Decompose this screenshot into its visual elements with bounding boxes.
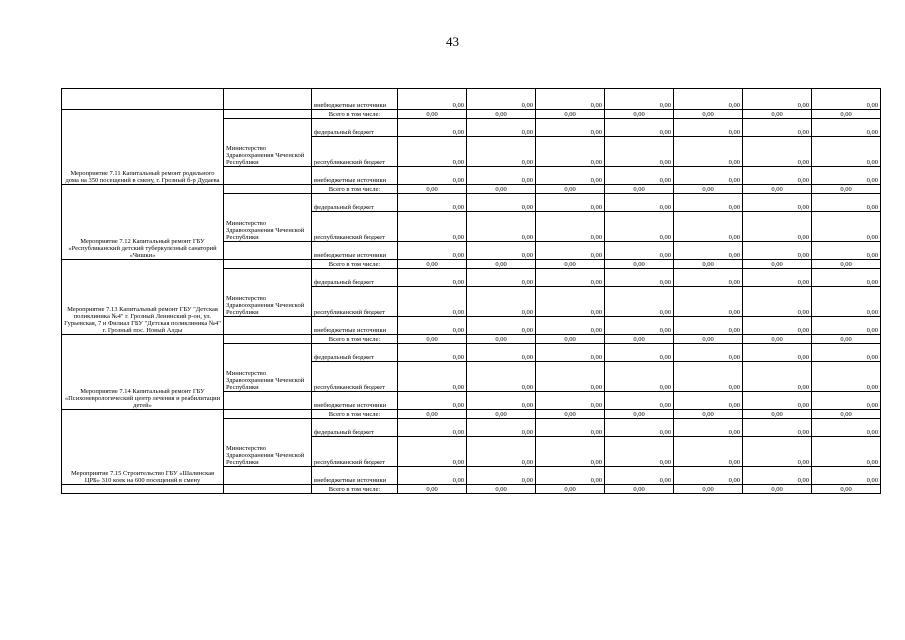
value-cell-year-4: 0,00 [605, 344, 674, 362]
funding-source-cell: республиканский бюджет [312, 362, 398, 392]
value-cell-year-6: 0,00 [743, 344, 812, 362]
page-number: 43 [446, 34, 459, 49]
value-cell-year-3: 0,00 [536, 137, 605, 167]
table-row [62, 410, 881, 419]
value-cell-year-4: 0,00 [605, 287, 674, 317]
value-cell-year-4: 0,00 [605, 167, 674, 185]
funding-source-cell: Всего в том числе: [312, 185, 398, 194]
funding-source-cell: республиканский бюджет [312, 287, 398, 317]
value-cell-year-6: 0,00 [743, 137, 812, 167]
value-cell-year-3: 0,00 [536, 335, 605, 344]
value-cell-year-5: 0,00 [674, 269, 743, 287]
value-cell-year-1: 0,00 [398, 392, 467, 410]
activity-cell: Мероприятие 7.13 Капитальный ремонт ГБУ "Детская поликлиника №4" г. Грозный Ленинский р-он, ул. Гурьевская, 7 и Филиал ГБУ "Детская поликлиника №4" г. Грозный пос. Новый Алды [62, 260, 224, 335]
value-cell-year-3: 0,00 [536, 194, 605, 212]
value-cell-year-5: 0,00 [674, 317, 743, 335]
value-cell-year-6: 0,00 [743, 119, 812, 137]
value-cell-year-6: 0,00 [743, 110, 812, 119]
value-cell-year-2: 0,00 [467, 437, 536, 467]
funding-source-cell: Всего в том числе: [312, 410, 398, 419]
funding-source-cell: внебюджетные источники [312, 467, 398, 485]
value-cell-year-1: 0,00 [398, 419, 467, 437]
value-cell-year-3: 0,00 [536, 260, 605, 269]
value-cell-year-5: 0,00 [674, 242, 743, 260]
value-cell-year-7: 0,00 [812, 242, 881, 260]
executor-cell: Министерство Здравоохранения Чеченской Республики [224, 344, 312, 392]
value-cell-year-6: 0,00 [743, 242, 812, 260]
value-cell-year-5: 0,00 [674, 344, 743, 362]
value-cell-year-3: 0,00 [536, 317, 605, 335]
value-cell-year-5: 0,00 [674, 119, 743, 137]
value-cell-year-4: 0,00 [605, 335, 674, 344]
value-cell-year-5: 0,00 [674, 392, 743, 410]
value-cell-year-7: 0,00 [812, 185, 881, 194]
activity-cell: Мероприятие 7.14 Капитальный ремонт ГБУ «Психоневрологический центр лечения и реабилитации детей» [62, 335, 224, 410]
budget-table [61, 88, 881, 494]
value-cell-year-7: 0,00 [812, 194, 881, 212]
value-cell-year-5: 0,00 [674, 89, 743, 110]
funding-source-cell: внебюджетные источники [312, 89, 398, 110]
value-cell-year-6: 0,00 [743, 362, 812, 392]
value-cell-year-5: 0,00 [674, 212, 743, 242]
executor-cell [224, 410, 312, 419]
value-cell-year-1: 0,00 [398, 167, 467, 185]
value-cell-year-7: 0,00 [812, 410, 881, 419]
value-cell-year-7: 0,00 [812, 392, 881, 410]
value-cell-year-1: 0,00 [398, 485, 467, 494]
value-cell-year-7: 0,00 [812, 269, 881, 287]
value-cell-year-4: 0,00 [605, 260, 674, 269]
value-cell-year-4: 0,00 [605, 437, 674, 467]
value-cell-year-1: 0,00 [398, 185, 467, 194]
table-row [62, 335, 881, 344]
value-cell-year-1: 0,00 [398, 110, 467, 119]
value-cell-year-4: 0,00 [605, 242, 674, 260]
value-cell-year-1: 0,00 [398, 137, 467, 167]
value-cell-year-6: 0,00 [743, 89, 812, 110]
value-cell-year-3: 0,00 [536, 362, 605, 392]
value-cell-year-3: 0,00 [536, 269, 605, 287]
value-cell-year-7: 0,00 [812, 485, 881, 494]
value-cell-year-1: 0,00 [398, 287, 467, 317]
value-cell-year-2: 0,00 [467, 119, 536, 137]
value-cell-year-4: 0,00 [605, 119, 674, 137]
value-cell-year-6: 0,00 [743, 392, 812, 410]
value-cell-year-6: 0,00 [743, 485, 812, 494]
value-cell-year-6: 0,00 [743, 467, 812, 485]
table-row [62, 260, 881, 269]
funding-source-cell: республиканский бюджет [312, 212, 398, 242]
value-cell-year-6: 0,00 [743, 410, 812, 419]
value-cell-year-3: 0,00 [536, 185, 605, 194]
value-cell-year-6: 0,00 [743, 437, 812, 467]
value-cell-year-2: 0,00 [467, 485, 536, 494]
executor-cell [224, 260, 312, 269]
funding-source-cell: Всего в том числе: [312, 485, 398, 494]
value-cell-year-1: 0,00 [398, 437, 467, 467]
value-cell-year-4: 0,00 [605, 467, 674, 485]
value-cell-year-5: 0,00 [674, 260, 743, 269]
value-cell-year-5: 0,00 [674, 362, 743, 392]
value-cell-year-5: 0,00 [674, 467, 743, 485]
funding-source-cell: федеральный бюджет [312, 419, 398, 437]
value-cell-year-2: 0,00 [467, 344, 536, 362]
value-cell-year-2: 0,00 [467, 467, 536, 485]
value-cell-year-1: 0,00 [398, 242, 467, 260]
funding-source-cell: Всего в том числе: [312, 110, 398, 119]
funding-source-cell: федеральный бюджет [312, 119, 398, 137]
funding-source-cell: республиканский бюджет [312, 437, 398, 467]
value-cell-year-7: 0,00 [812, 212, 881, 242]
funding-source-cell: федеральный бюджет [312, 194, 398, 212]
value-cell-year-7: 0,00 [812, 89, 881, 110]
value-cell-year-1: 0,00 [398, 269, 467, 287]
value-cell-year-4: 0,00 [605, 89, 674, 110]
executor-cell [224, 317, 312, 335]
value-cell-year-4: 0,00 [605, 137, 674, 167]
value-cell-year-1: 0,00 [398, 212, 467, 242]
value-cell-year-6: 0,00 [743, 287, 812, 317]
value-cell-year-2: 0,00 [467, 287, 536, 317]
value-cell-year-3: 0,00 [536, 242, 605, 260]
executor-cell: Министерство Здравоохранения Чеченской Республики [224, 269, 312, 317]
value-cell-year-2: 0,00 [467, 194, 536, 212]
value-cell-year-1: 0,00 [398, 317, 467, 335]
activity-cell: Мероприятие 7.15 Строительство ГБУ «Шалинская ЦРБ» 310 коек на 600 посещений в смену [62, 410, 224, 485]
funding-source-cell: внебюджетные источники [312, 392, 398, 410]
value-cell-year-3: 0,00 [536, 119, 605, 137]
executor-cell [224, 110, 312, 119]
value-cell-year-7: 0,00 [812, 362, 881, 392]
value-cell-year-1: 0,00 [398, 119, 467, 137]
executor-cell [224, 485, 312, 494]
value-cell-year-1: 0,00 [398, 89, 467, 110]
executor-cell [224, 335, 312, 344]
value-cell-year-1: 0,00 [398, 362, 467, 392]
executor-cell: Министерство Здравоохранения Чеченской Республики [224, 194, 312, 242]
value-cell-year-3: 0,00 [536, 344, 605, 362]
value-cell-year-4: 0,00 [605, 362, 674, 392]
value-cell-year-6: 0,00 [743, 419, 812, 437]
value-cell-year-1: 0,00 [398, 335, 467, 344]
executor-cell [224, 185, 312, 194]
activity-cell: Мероприятие 7.11 Капитальный ремонт родильного дома на 350 посещений в смену, г. Грозный б-р Дудаева [62, 110, 224, 185]
value-cell-year-6: 0,00 [743, 167, 812, 185]
value-cell-year-7: 0,00 [812, 335, 881, 344]
value-cell-year-6: 0,00 [743, 260, 812, 269]
value-cell-year-6: 0,00 [743, 194, 812, 212]
value-cell-year-6: 0,00 [743, 212, 812, 242]
value-cell-year-2: 0,00 [467, 137, 536, 167]
value-cell-year-3: 0,00 [536, 410, 605, 419]
value-cell-year-1: 0,00 [398, 467, 467, 485]
table-row [62, 185, 881, 194]
funding-source-cell: Всего в том числе: [312, 260, 398, 269]
value-cell-year-4: 0,00 [605, 392, 674, 410]
value-cell-year-1: 0,00 [398, 410, 467, 419]
value-cell-year-2: 0,00 [467, 317, 536, 335]
executor-cell [224, 242, 312, 260]
table-row [62, 485, 881, 494]
value-cell-year-2: 0,00 [467, 167, 536, 185]
value-cell-year-5: 0,00 [674, 437, 743, 467]
executor-cell: Министерство Здравоохранения Чеченской Республики [224, 419, 312, 467]
value-cell-year-7: 0,00 [812, 287, 881, 317]
value-cell-year-7: 0,00 [812, 260, 881, 269]
value-cell-year-5: 0,00 [674, 194, 743, 212]
value-cell-year-2: 0,00 [467, 260, 536, 269]
value-cell-year-2: 0,00 [467, 362, 536, 392]
value-cell-year-3: 0,00 [536, 419, 605, 437]
executor-cell [224, 467, 312, 485]
value-cell-year-7: 0,00 [812, 344, 881, 362]
executor-cell [224, 392, 312, 410]
value-cell-year-4: 0,00 [605, 185, 674, 194]
value-cell-year-3: 0,00 [536, 467, 605, 485]
value-cell-year-4: 0,00 [605, 110, 674, 119]
value-cell-year-2: 0,00 [467, 335, 536, 344]
funding-source-cell: федеральный бюджет [312, 344, 398, 362]
value-cell-year-1: 0,00 [398, 194, 467, 212]
value-cell-year-4: 0,00 [605, 194, 674, 212]
value-cell-year-3: 0,00 [536, 437, 605, 467]
value-cell-year-2: 0,00 [467, 185, 536, 194]
funding-source-cell: республиканский бюджет [312, 137, 398, 167]
value-cell-year-5: 0,00 [674, 485, 743, 494]
executor-cell [224, 89, 312, 110]
value-cell-year-4: 0,00 [605, 410, 674, 419]
value-cell-year-1: 0,00 [398, 260, 467, 269]
value-cell-year-2: 0,00 [467, 269, 536, 287]
value-cell-year-5: 0,00 [674, 110, 743, 119]
value-cell-year-5: 0,00 [674, 167, 743, 185]
value-cell-year-4: 0,00 [605, 212, 674, 242]
executor-cell: Министерство Здравоохранения Чеченской Республики [224, 119, 312, 167]
value-cell-year-4: 0,00 [605, 317, 674, 335]
value-cell-year-2: 0,00 [467, 410, 536, 419]
funding-source-cell: внебюджетные источники [312, 317, 398, 335]
value-cell-year-7: 0,00 [812, 137, 881, 167]
value-cell-year-3: 0,00 [536, 212, 605, 242]
value-cell-year-5: 0,00 [674, 185, 743, 194]
value-cell-year-4: 0,00 [605, 485, 674, 494]
value-cell-year-3: 0,00 [536, 485, 605, 494]
activity-cell [62, 485, 224, 494]
value-cell-year-3: 0,00 [536, 287, 605, 317]
value-cell-year-6: 0,00 [743, 335, 812, 344]
value-cell-year-2: 0,00 [467, 392, 536, 410]
value-cell-year-7: 0,00 [812, 419, 881, 437]
value-cell-year-5: 0,00 [674, 137, 743, 167]
value-cell-year-7: 0,00 [812, 317, 881, 335]
value-cell-year-7: 0,00 [812, 467, 881, 485]
value-cell-year-2: 0,00 [467, 89, 536, 110]
activity-cell: Мероприятие 7.12 Капитальный ремонт ГБУ «Республиканский детский туберкулезный санаторий «Чишки» [62, 185, 224, 260]
value-cell-year-5: 0,00 [674, 410, 743, 419]
value-cell-year-2: 0,00 [467, 110, 536, 119]
value-cell-year-4: 0,00 [605, 419, 674, 437]
value-cell-year-2: 0,00 [467, 212, 536, 242]
funding-source-cell: внебюджетные источники [312, 167, 398, 185]
value-cell-year-3: 0,00 [536, 167, 605, 185]
value-cell-year-1: 0,00 [398, 344, 467, 362]
value-cell-year-7: 0,00 [812, 119, 881, 137]
activity-cell [62, 89, 224, 110]
executor-cell [224, 167, 312, 185]
value-cell-year-4: 0,00 [605, 269, 674, 287]
value-cell-year-7: 0,00 [812, 167, 881, 185]
value-cell-year-7: 0,00 [812, 110, 881, 119]
funding-source-cell: федеральный бюджет [312, 269, 398, 287]
value-cell-year-3: 0,00 [536, 89, 605, 110]
table-row [62, 89, 881, 110]
value-cell-year-6: 0,00 [743, 317, 812, 335]
value-cell-year-5: 0,00 [674, 287, 743, 317]
value-cell-year-3: 0,00 [536, 110, 605, 119]
value-cell-year-5: 0,00 [674, 419, 743, 437]
value-cell-year-3: 0,00 [536, 392, 605, 410]
funding-source-cell: внебюджетные источники [312, 242, 398, 260]
value-cell-year-7: 0,00 [812, 437, 881, 467]
value-cell-year-5: 0,00 [674, 335, 743, 344]
value-cell-year-6: 0,00 [743, 185, 812, 194]
value-cell-year-2: 0,00 [467, 242, 536, 260]
value-cell-year-6: 0,00 [743, 269, 812, 287]
funding-source-cell: Всего в том числе: [312, 335, 398, 344]
value-cell-year-2: 0,00 [467, 419, 536, 437]
table-row [62, 110, 881, 119]
